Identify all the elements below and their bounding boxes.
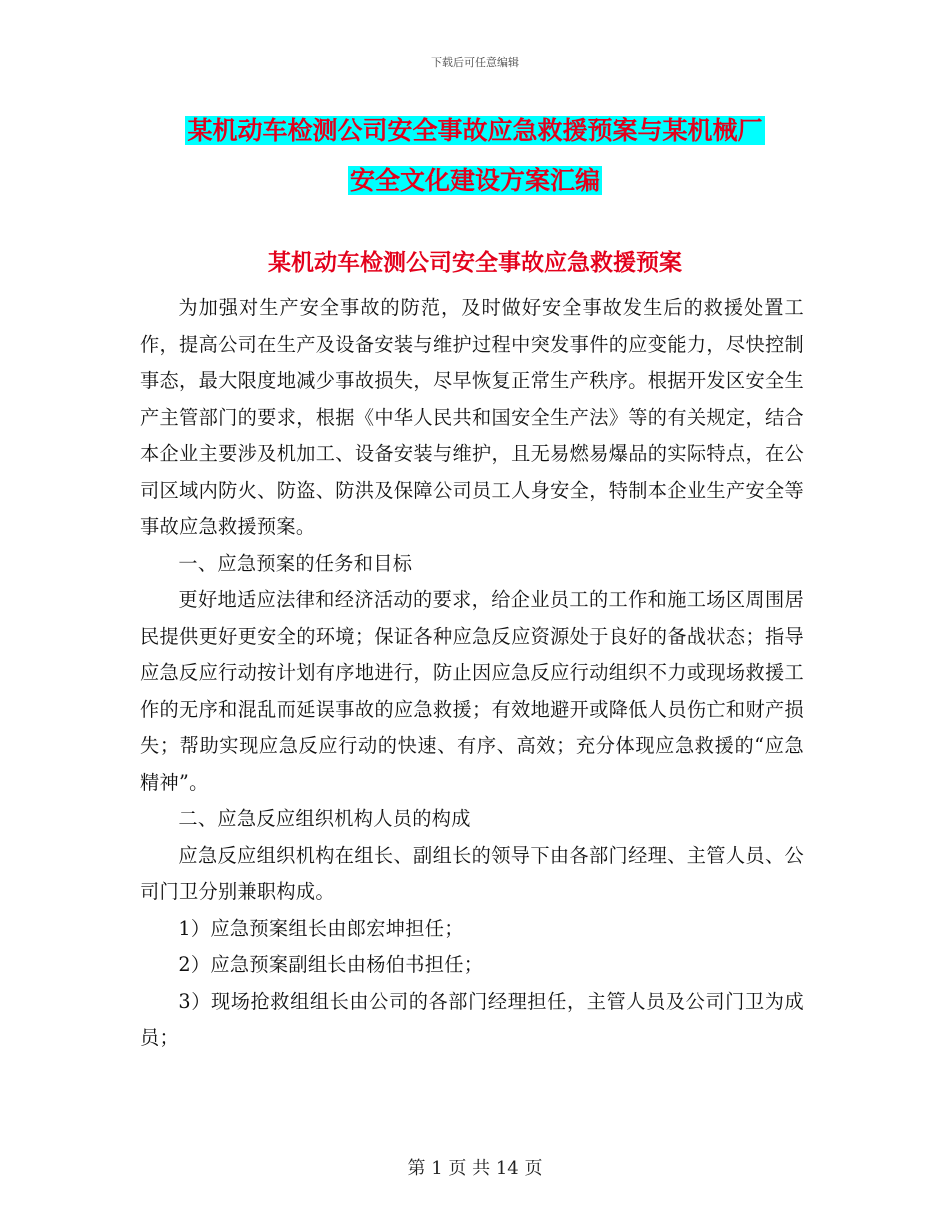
document-title — [140, 106, 810, 206]
heading-tasks-and-goals: 一、应急预案的任务和目标 — [178, 551, 413, 575]
document-body — [140, 290, 804, 1057]
paragraph-organization: 应急反应组织机构在组长、副组长的领导下由各部门经理、主管人员、公司门卫分别兼职构成。 — [140, 843, 804, 903]
paragraph-intro: 为加强对生产安全事故的防范，及时做好安全事故发生后的救援处置工作，提高公司在生产及设备安装与维护过程中突发事件的应变能力，尽快控制事态，最大限度地减少事故损失，尽早恢复正常生产秩序。根据开发区安全生产主管部门的要求，根据《中华人民共和国安全生产法》等的有关规定，结合本企业主要涉及机加工、设备安装与维护，且无易燃易爆品的实际特点，在公司区域内防火、防盗、防洪及保障公司员工人身安全，特制本企业生产安全等事故应急救援预案。 — [140, 296, 804, 538]
heading-organization: 二、应急反应组织机构人员的构成 — [178, 807, 471, 830]
list-item-2: 2）应急预案副组长由杨伯书担任； — [178, 953, 484, 976]
page-number: 第 1 页 共 14 页 — [407, 1158, 543, 1179]
page-header-note: 下载后可任意编辑 — [431, 56, 519, 69]
section-title: 某机动车检测公司安全事故应急救援预案 — [268, 249, 682, 276]
list-item-3: 3）现场抢救组组长由公司的各部门经理担任，主管人员及公司门卫为成员； — [140, 989, 804, 1049]
document-title-line-2: 安全文化建设方案汇编 — [349, 166, 600, 195]
list-item-1: 1）应急预案组长由郎宏坤担任； — [178, 916, 464, 940]
document-title-line-1: 某机动车检测公司安全事故应急救援预案与某机械厂 — [187, 116, 763, 145]
paragraph-tasks: 更好地适应法律和经济活动的要求，给企业员工的工作和施工场区周围居民提供更好更安全的环境；保证各种应急反应资源处于良好的备战状态；指导应急反应行动按计划有序地进行，防止因应急反应行动组织不力或现场救援工作的无序和混乱而延误事故的应急救援；有效地避开或降低人员伤亡和财产损失；帮助实现应急反应行动的快速、有序、高效；充分体现应急救援的“应急精神”。 — [140, 588, 804, 794]
